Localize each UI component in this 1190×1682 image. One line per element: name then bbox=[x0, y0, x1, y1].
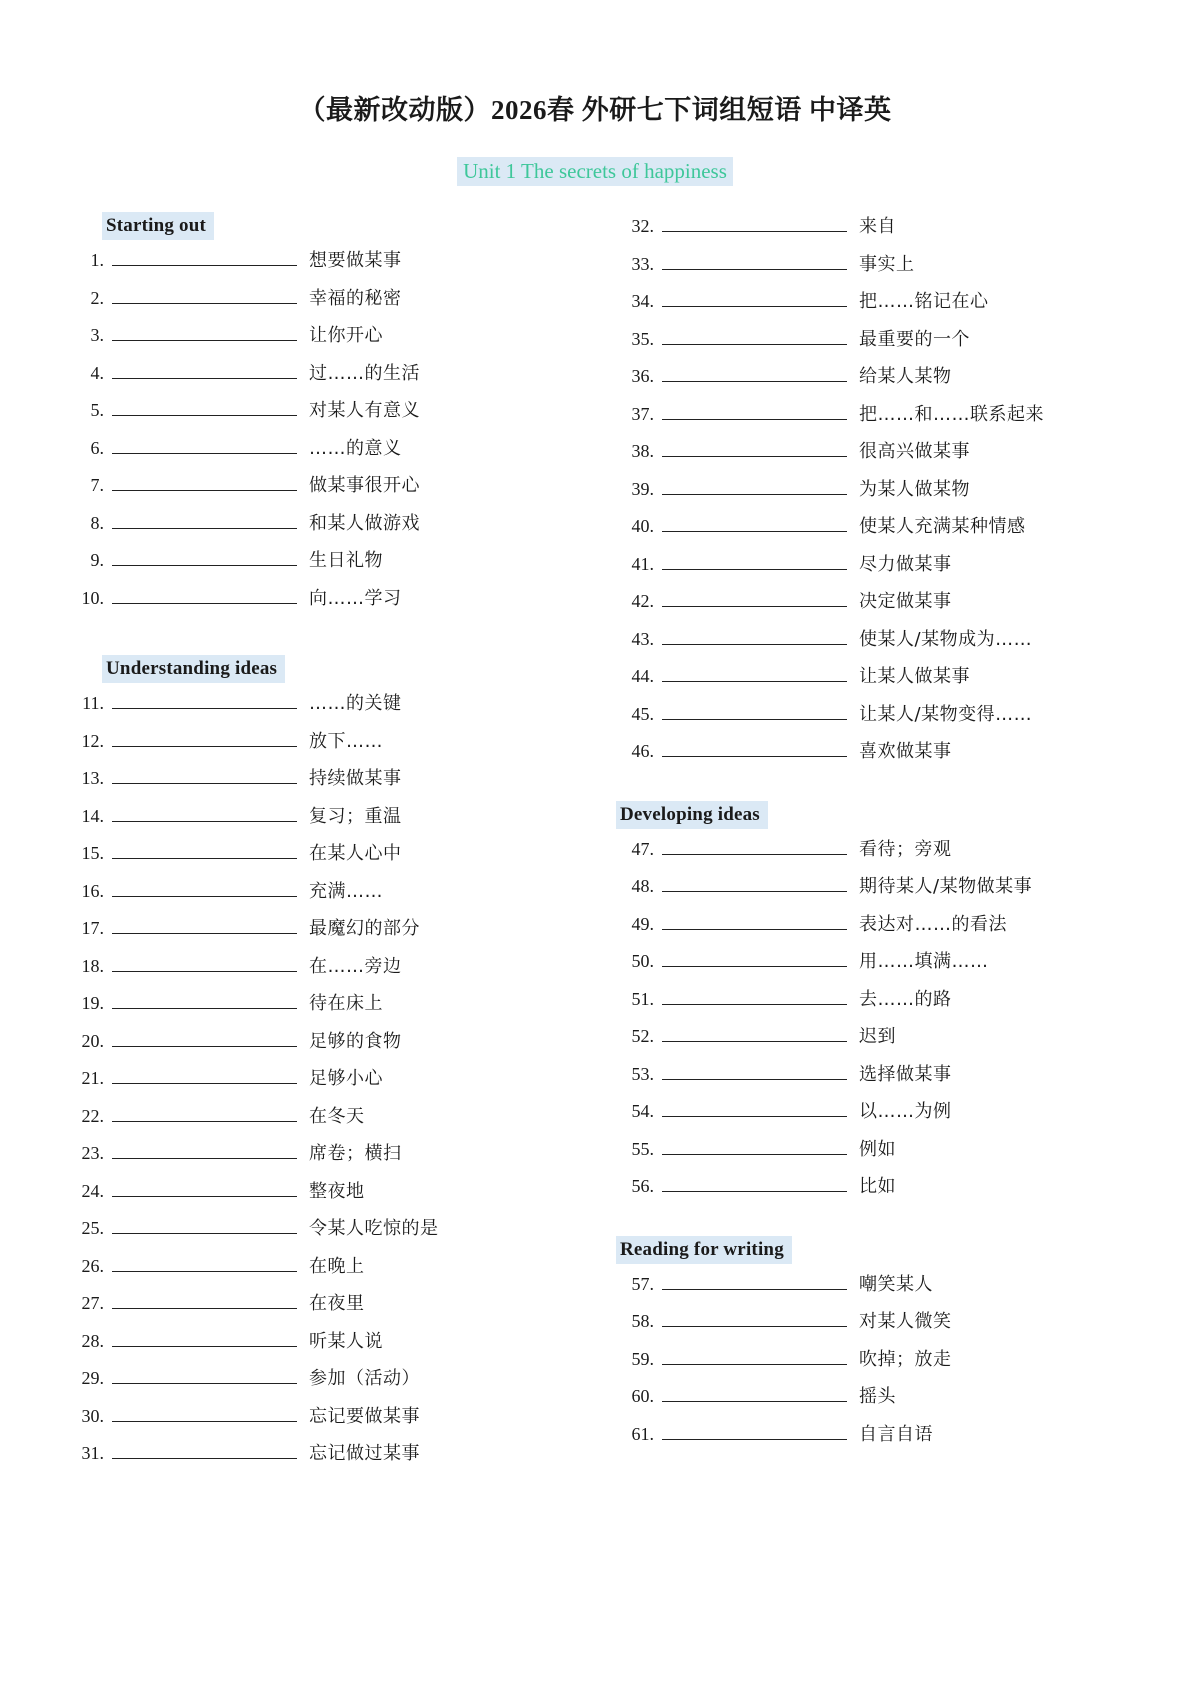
entry-prompt: 让某人/某物变得…… bbox=[859, 703, 1033, 725]
answer-blank[interactable] bbox=[112, 914, 297, 934]
entry-prompt: 在冬天 bbox=[309, 1105, 365, 1127]
list-item bbox=[60, 396, 560, 434]
entry-number: 49. bbox=[631, 913, 654, 934]
answer-blank[interactable] bbox=[662, 1420, 847, 1440]
list-item bbox=[60, 284, 560, 322]
entry-list-developing-ideas bbox=[610, 835, 1110, 1210]
entry-prompt: 把……铭记在心 bbox=[859, 291, 989, 312]
answer-blank[interactable] bbox=[662, 872, 847, 892]
answer-blank[interactable] bbox=[112, 802, 297, 822]
list-item bbox=[610, 662, 1110, 700]
entry-prompt: 对某人微笑 bbox=[859, 1311, 952, 1332]
entry-number: 51. bbox=[631, 988, 654, 1009]
list-item bbox=[60, 471, 560, 509]
entry-number: 42. bbox=[631, 591, 654, 611]
entry-number: 26. bbox=[81, 1255, 104, 1276]
entry-number: 58. bbox=[631, 1311, 654, 1331]
entry-prompt: 让某人做某事 bbox=[859, 666, 970, 687]
two-column-layout bbox=[60, 212, 1130, 1477]
section-heading-understanding-ideas: Understanding ideas bbox=[102, 655, 285, 683]
entry-prompt: 例如 bbox=[859, 1138, 896, 1160]
answer-blank[interactable] bbox=[112, 1402, 297, 1422]
entry-prompt: 足够的食物 bbox=[309, 1030, 402, 1052]
list-item bbox=[60, 1214, 560, 1252]
entry-prompt: ……的意义 bbox=[309, 437, 402, 459]
entry-number: 55. bbox=[631, 1138, 654, 1159]
answer-blank[interactable] bbox=[662, 475, 847, 495]
list-item bbox=[60, 1177, 560, 1215]
list-item bbox=[60, 802, 560, 840]
list-item bbox=[610, 325, 1110, 363]
list-item bbox=[60, 764, 560, 802]
entry-number: 11. bbox=[82, 693, 104, 713]
entry-prompt: 用……填满…… bbox=[859, 951, 989, 972]
entry-number: 7. bbox=[90, 475, 104, 495]
answer-blank[interactable] bbox=[662, 1060, 847, 1080]
entry-number: 32. bbox=[631, 216, 654, 236]
answer-blank[interactable] bbox=[112, 1139, 297, 1159]
answer-blank[interactable] bbox=[112, 1027, 297, 1047]
list-item bbox=[60, 1064, 560, 1102]
entry-number: 13. bbox=[81, 768, 104, 788]
entry-number: 39. bbox=[631, 478, 654, 499]
list-item bbox=[60, 914, 560, 952]
entry-list-reading-for-writing bbox=[610, 1270, 1110, 1458]
entry-number: 41. bbox=[631, 553, 654, 574]
entry-prompt: 在夜里 bbox=[309, 1293, 365, 1314]
entry-prompt: 生日礼物 bbox=[309, 550, 383, 571]
entry-number: 25. bbox=[81, 1218, 104, 1238]
list-item bbox=[610, 512, 1110, 550]
entry-prompt: 把……和……联系起来 bbox=[859, 403, 1044, 425]
answer-blank[interactable] bbox=[112, 1327, 297, 1347]
answer-blank[interactable] bbox=[662, 737, 847, 757]
entry-prompt: 想要做某事 bbox=[309, 250, 402, 271]
answer-blank[interactable] bbox=[662, 250, 847, 270]
entry-number: 8. bbox=[90, 512, 104, 533]
section-heading-reading-for-writing: Reading for writing bbox=[616, 1236, 792, 1264]
answer-blank[interactable] bbox=[112, 1064, 297, 1084]
entry-number: 3. bbox=[90, 325, 104, 345]
entry-prompt: 持续做某事 bbox=[309, 768, 402, 789]
entry-prompt: 比如 bbox=[859, 1176, 896, 1197]
section-heading-developing-ideas: Developing ideas bbox=[616, 801, 768, 829]
entry-number: 60. bbox=[631, 1386, 654, 1406]
entry-number: 54. bbox=[631, 1101, 654, 1121]
answer-blank[interactable] bbox=[662, 1307, 847, 1327]
entry-number: 22. bbox=[81, 1105, 104, 1126]
entry-prompt: 迟到 bbox=[859, 1026, 896, 1047]
answer-blank[interactable] bbox=[112, 284, 297, 304]
answer-blank[interactable] bbox=[662, 625, 847, 645]
answer-blank[interactable] bbox=[112, 434, 297, 454]
answer-blank[interactable] bbox=[112, 1252, 297, 1272]
list-item bbox=[610, 287, 1110, 325]
entry-number: 28. bbox=[81, 1330, 104, 1351]
answer-blank[interactable] bbox=[112, 1439, 297, 1459]
list-item bbox=[610, 1420, 1110, 1458]
list-item bbox=[60, 1289, 560, 1327]
entry-number: 20. bbox=[81, 1030, 104, 1051]
entry-number: 31. bbox=[81, 1443, 104, 1463]
entry-prompt: 摇头 bbox=[859, 1386, 896, 1407]
answer-blank[interactable] bbox=[662, 835, 847, 855]
list-item bbox=[610, 625, 1110, 663]
list-item bbox=[610, 250, 1110, 288]
answer-blank[interactable] bbox=[112, 952, 297, 972]
list-item bbox=[60, 689, 560, 727]
entry-prompt: 期待某人/某物做某事 bbox=[859, 876, 1033, 897]
unit-title: Unit 1 The secrets of happiness bbox=[457, 157, 733, 186]
answer-blank[interactable] bbox=[112, 1177, 297, 1197]
list-item bbox=[60, 434, 560, 472]
list-item bbox=[60, 1102, 560, 1140]
list-item bbox=[60, 727, 560, 765]
list-item bbox=[60, 839, 560, 877]
list-item bbox=[610, 1060, 1110, 1098]
list-item bbox=[60, 1327, 560, 1365]
list-item bbox=[610, 1135, 1110, 1173]
list-item bbox=[60, 1027, 560, 1065]
list-item bbox=[610, 1345, 1110, 1383]
answer-blank[interactable] bbox=[662, 1097, 847, 1117]
answer-blank[interactable] bbox=[662, 512, 847, 532]
entry-number: 56. bbox=[631, 1176, 654, 1196]
entry-number: 36. bbox=[631, 366, 654, 386]
entry-prompt: 以……为例 bbox=[859, 1101, 952, 1122]
answer-blank[interactable] bbox=[662, 1382, 847, 1402]
list-item bbox=[60, 1252, 560, 1290]
entry-prompt: 决定做某事 bbox=[859, 591, 952, 612]
answer-blank[interactable] bbox=[662, 400, 847, 420]
entry-prompt: 席卷；横扫 bbox=[309, 1143, 402, 1164]
entry-number: 59. bbox=[631, 1348, 654, 1369]
list-item bbox=[610, 985, 1110, 1023]
answer-blank[interactable] bbox=[662, 362, 847, 382]
list-item bbox=[610, 1172, 1110, 1210]
entry-number: 50. bbox=[631, 951, 654, 971]
list-item bbox=[610, 362, 1110, 400]
answer-blank[interactable] bbox=[662, 550, 847, 570]
list-item bbox=[60, 509, 560, 547]
entry-prompt: 足够小心 bbox=[309, 1068, 383, 1089]
entry-prompt: 整夜地 bbox=[309, 1180, 365, 1202]
entry-number: 43. bbox=[631, 628, 654, 649]
entry-number: 29. bbox=[81, 1368, 104, 1388]
entry-prompt: 去……的路 bbox=[859, 988, 952, 1010]
answer-blank[interactable] bbox=[112, 359, 297, 379]
entry-number: 5. bbox=[90, 400, 104, 420]
answer-blank[interactable] bbox=[112, 689, 297, 709]
entry-number: 37. bbox=[631, 403, 654, 424]
entry-number: 21. bbox=[81, 1068, 104, 1088]
entry-number: 19. bbox=[81, 993, 104, 1013]
entry-prompt: 忘记要做某事 bbox=[309, 1405, 420, 1427]
left-column bbox=[60, 212, 560, 1477]
entry-number: 9. bbox=[90, 550, 104, 570]
entry-number: 38. bbox=[631, 441, 654, 461]
list-item bbox=[610, 872, 1110, 910]
answer-blank[interactable] bbox=[662, 947, 847, 967]
entry-prompt: 幸福的秘密 bbox=[309, 287, 402, 309]
entry-number: 45. bbox=[631, 703, 654, 724]
entry-prompt: 向……学习 bbox=[309, 587, 402, 609]
answer-blank[interactable] bbox=[112, 246, 297, 266]
entry-number: 23. bbox=[81, 1143, 104, 1163]
entry-prompt: 做某事很开心 bbox=[309, 475, 420, 496]
entry-prompt: 最魔幻的部分 bbox=[309, 918, 420, 939]
entry-number: 14. bbox=[81, 805, 104, 826]
answer-blank[interactable] bbox=[662, 1022, 847, 1042]
answer-blank[interactable] bbox=[112, 584, 297, 604]
answer-blank[interactable] bbox=[662, 910, 847, 930]
entry-number: 24. bbox=[81, 1180, 104, 1201]
entry-number: 57. bbox=[631, 1273, 654, 1294]
answer-blank[interactable] bbox=[112, 321, 297, 341]
answer-blank[interactable] bbox=[662, 325, 847, 345]
entry-number: 1. bbox=[90, 250, 104, 270]
answer-blank[interactable] bbox=[112, 877, 297, 897]
entry-number: 30. bbox=[81, 1405, 104, 1426]
answer-blank[interactable] bbox=[112, 839, 297, 859]
entry-prompt: 喜欢做某事 bbox=[859, 741, 952, 762]
answer-blank[interactable] bbox=[112, 764, 297, 784]
list-item bbox=[60, 546, 560, 584]
list-item bbox=[610, 1270, 1110, 1308]
unit-title-container bbox=[60, 157, 1130, 186]
list-item bbox=[610, 700, 1110, 738]
entry-number: 34. bbox=[631, 291, 654, 311]
entry-prompt: 最重要的一个 bbox=[859, 328, 970, 350]
list-item bbox=[60, 1402, 560, 1440]
entry-prompt: 很高兴做某事 bbox=[859, 441, 970, 462]
entry-prompt: 放下…… bbox=[309, 730, 383, 752]
section-heading-starting-out: Starting out bbox=[102, 212, 214, 240]
page-title: （最新改动版）2026春 外研七下词组短语 中译英 bbox=[298, 95, 892, 125]
entry-prompt: 来自 bbox=[859, 216, 896, 237]
entry-list-continued bbox=[610, 212, 1110, 775]
list-item bbox=[610, 835, 1110, 873]
answer-blank[interactable] bbox=[662, 587, 847, 607]
list-item bbox=[60, 359, 560, 397]
entry-number: 48. bbox=[631, 876, 654, 896]
entry-prompt: 表达对……的看法 bbox=[859, 913, 1007, 935]
list-item bbox=[610, 947, 1110, 985]
entry-number: 44. bbox=[631, 666, 654, 686]
right-column bbox=[610, 212, 1110, 1477]
entry-prompt: 待在床上 bbox=[309, 993, 383, 1014]
list-item bbox=[60, 877, 560, 915]
list-item bbox=[60, 952, 560, 990]
entry-prompt: 在某人心中 bbox=[309, 843, 402, 864]
entry-prompt: 在……旁边 bbox=[309, 955, 402, 977]
entry-number: 33. bbox=[631, 253, 654, 274]
answer-blank[interactable] bbox=[112, 1214, 297, 1234]
answer-blank[interactable] bbox=[662, 662, 847, 682]
answer-blank[interactable] bbox=[112, 1289, 297, 1309]
entry-prompt: 选择做某事 bbox=[859, 1063, 952, 1085]
answer-blank[interactable] bbox=[662, 1135, 847, 1155]
list-item bbox=[610, 475, 1110, 513]
list-item bbox=[610, 587, 1110, 625]
entry-number: 6. bbox=[90, 437, 104, 458]
entry-number: 18. bbox=[81, 955, 104, 976]
list-item bbox=[60, 584, 560, 622]
list-item bbox=[60, 321, 560, 359]
entry-number: 40. bbox=[631, 516, 654, 536]
answer-blank[interactable] bbox=[112, 1102, 297, 1122]
entry-prompt: 复习；重温 bbox=[309, 805, 402, 827]
entry-prompt: ……的关键 bbox=[309, 693, 402, 714]
entry-number: 2. bbox=[90, 287, 104, 308]
entry-number: 10. bbox=[81, 587, 104, 608]
list-item bbox=[60, 246, 560, 284]
answer-blank[interactable] bbox=[662, 700, 847, 720]
list-item bbox=[60, 1139, 560, 1177]
entry-prompt: 吹掉；放走 bbox=[859, 1348, 952, 1370]
entry-number: 61. bbox=[631, 1423, 654, 1444]
answer-blank[interactable] bbox=[112, 727, 297, 747]
answer-blank[interactable] bbox=[112, 989, 297, 1009]
answer-blank[interactable] bbox=[662, 437, 847, 457]
entry-prompt: 为某人做某物 bbox=[859, 478, 970, 500]
answer-blank[interactable] bbox=[662, 287, 847, 307]
entry-number: 52. bbox=[631, 1026, 654, 1046]
answer-blank[interactable] bbox=[112, 396, 297, 416]
entry-list-understanding-ideas bbox=[60, 689, 560, 1477]
list-item bbox=[610, 1382, 1110, 1420]
entry-prompt: 在晚上 bbox=[309, 1255, 365, 1277]
answer-blank[interactable] bbox=[662, 212, 847, 232]
entry-prompt: 听某人说 bbox=[309, 1330, 383, 1352]
list-item bbox=[60, 989, 560, 1027]
answer-blank[interactable] bbox=[662, 1270, 847, 1290]
entry-number: 16. bbox=[81, 880, 104, 901]
entry-list-starting-out bbox=[60, 246, 560, 621]
entry-prompt: 让你开心 bbox=[309, 325, 383, 346]
entry-prompt: 忘记做过某事 bbox=[309, 1443, 420, 1464]
answer-blank[interactable] bbox=[112, 546, 297, 566]
entry-number: 53. bbox=[631, 1063, 654, 1084]
list-item bbox=[60, 1364, 560, 1402]
list-item bbox=[610, 437, 1110, 475]
entry-prompt: 充满…… bbox=[309, 880, 383, 902]
entry-prompt: 看待；旁观 bbox=[859, 838, 952, 860]
answer-blank[interactable] bbox=[662, 1345, 847, 1365]
entry-prompt: 对某人有意义 bbox=[309, 400, 420, 421]
answer-blank[interactable] bbox=[112, 1364, 297, 1384]
entry-number: 35. bbox=[631, 328, 654, 349]
list-item bbox=[610, 1097, 1110, 1135]
entry-prompt: 给某人某物 bbox=[859, 366, 952, 387]
entry-number: 46. bbox=[631, 741, 654, 761]
list-item bbox=[610, 550, 1110, 588]
list-item bbox=[610, 400, 1110, 438]
entry-prompt: 使某人充满某种情感 bbox=[859, 516, 1026, 537]
entry-prompt: 事实上 bbox=[859, 253, 915, 275]
entry-number: 27. bbox=[81, 1293, 104, 1313]
list-item bbox=[610, 212, 1110, 250]
entry-number: 47. bbox=[631, 838, 654, 859]
list-item bbox=[610, 910, 1110, 948]
list-item bbox=[60, 1439, 560, 1477]
answer-blank[interactable] bbox=[112, 471, 297, 491]
entry-number: 4. bbox=[90, 362, 104, 383]
list-item bbox=[610, 1307, 1110, 1345]
answer-blank[interactable] bbox=[662, 1172, 847, 1192]
entry-prompt: 令某人吃惊的是 bbox=[309, 1218, 439, 1239]
entry-number: 12. bbox=[81, 730, 104, 751]
list-item bbox=[610, 1022, 1110, 1060]
list-item bbox=[610, 737, 1110, 775]
entry-prompt: 过……的生活 bbox=[309, 362, 420, 384]
answer-blank[interactable] bbox=[112, 509, 297, 529]
entry-prompt: 尽力做某事 bbox=[859, 553, 952, 575]
entry-prompt: 使某人/某物成为…… bbox=[859, 628, 1033, 650]
entry-prompt: 自言自语 bbox=[859, 1423, 933, 1445]
entry-number: 15. bbox=[81, 843, 104, 863]
entry-prompt: 参加（活动） bbox=[309, 1368, 420, 1389]
entry-prompt: 嘲笑某人 bbox=[859, 1273, 933, 1295]
entry-number: 17. bbox=[81, 918, 104, 938]
answer-blank[interactable] bbox=[662, 985, 847, 1005]
entry-prompt: 和某人做游戏 bbox=[309, 512, 420, 534]
